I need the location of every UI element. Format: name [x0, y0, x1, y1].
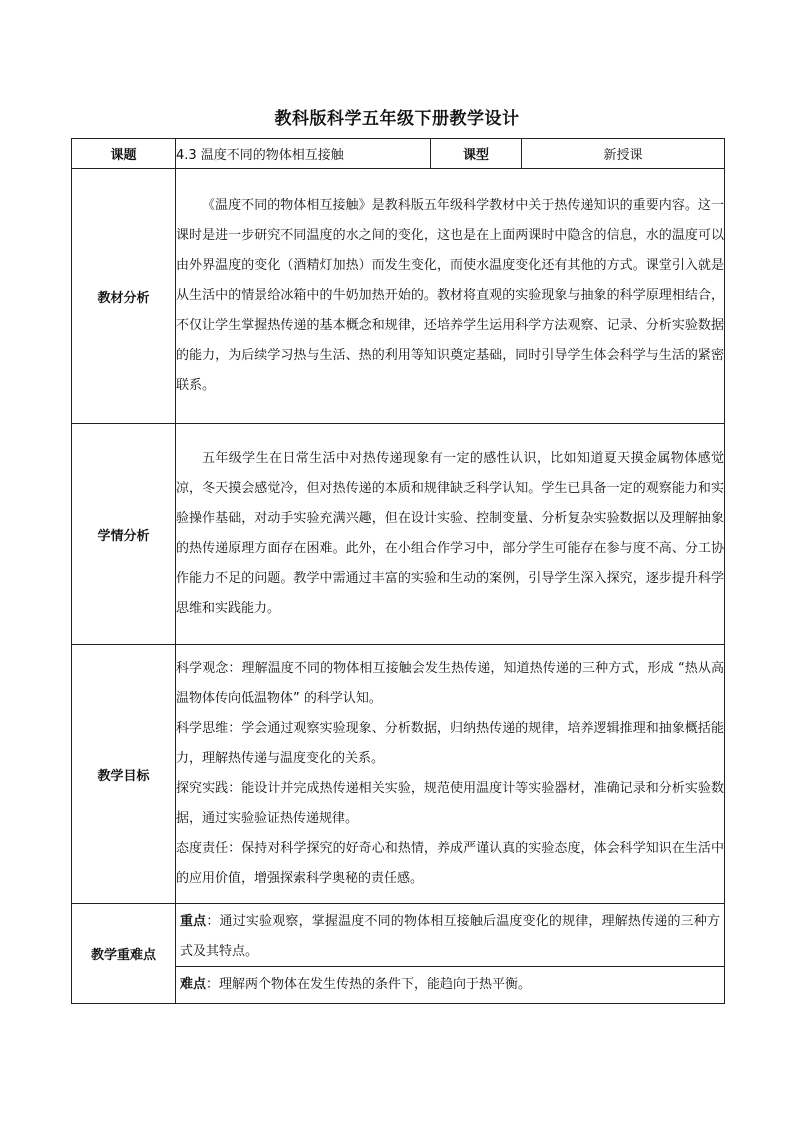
material-label: 教材分析 [72, 169, 176, 424]
students-text: 五年级学生在日常生活中对热传递现象有一定的感性认识，比如知道夏天摸金属物体感觉凉，冬天摸会感觉冷，但对热传递的本质和规律缺乏科学认知。学生已具备一定的观察能力和实验操作基础，对动手实验充满兴趣，但在设计实验、控制变量、分析复杂实验数据以及理解抽象的热传递原理方面存在困难。此外，在小组合作学习中，部分学生可能存在参与度不高、分工协作能力不足的问题。教学中需通过丰富的实验和生动的案例，引导学生深入探究，逐步提升科学思维和实践能力。 [176, 424, 725, 645]
topic-value: 4.3 温度不同的物体相互接触 [176, 139, 431, 169]
key-label: 重点 [180, 914, 207, 929]
difficulty-point [176, 967, 724, 1003]
goals-row [72, 645, 725, 904]
type-label: 课型 [431, 139, 522, 169]
difficulty-text: ：理解两个物体在发生传热的条件下，能趋向于热平衡。 [206, 977, 532, 992]
goal-item: 科学观念：理解温度不同的物体相互接触会发生热传递，知道热传递的三种方式，形成 “热从高温物体传向低温物体” 的科学认知。 [176, 661, 724, 706]
material-row [72, 169, 725, 424]
material-text: 《温度不同的物体相互接触》是教科版五年级科学教材中关于热传递知识的重要内容。这一课时是进一步研究不同温度的水之间的变化，这也是在上面两课时中隐含的信息，水的温度可以由外界温度的变化（酒精灯加热）而发生变化，而使水温度变化还有其他的方式。课堂引入就是从生活中的情景给冰箱中的牛奶加热开始的。教材将直观的实验现象与抽象的科学原理相结合，不仅让学生掌握热传递的基本概念和规律，还培养学生运用科学方法观察、记录、分析实验数据的能力，为后续学习热与生活、热的利用等知识奠定基础，同时引导学生体会科学与生活的紧密联系。 [176, 169, 725, 424]
goals-content [176, 645, 725, 904]
keypoints-label: 教学重难点 [72, 904, 176, 1004]
difficulty-label: 难点 [180, 977, 207, 992]
header-row [72, 139, 725, 169]
lesson-plan-table [71, 138, 725, 1004]
goal-item: 科学思维：学会通过观察实验现象、分析数据，归纳热传递的规律，培养逻辑推理和抽象概括能力，理解热传递与温度变化的关系。 [176, 721, 724, 766]
goals-label: 教学目标 [72, 645, 176, 904]
goal-item: 探究实践：能设计并完成热传递相关实验，规范使用温度计等实验器材，准确记录和分析实验数据，通过实验验证热传递规律。 [176, 781, 724, 826]
topic-label: 课题 [72, 139, 176, 169]
goal-item: 态度责任：保持对科学探究的好奇心和热情，养成严谨认真的实验态度，体会科学知识在生活中的应用价值，增强探索科学奥秘的责任感。 [176, 841, 724, 886]
students-label: 学情分析 [72, 424, 176, 645]
document-title: 教科版科学五年级下册教学设计 [274, 109, 520, 129]
keypoints-row [72, 904, 725, 1004]
type-value: 新授课 [522, 139, 725, 169]
key-point [176, 904, 724, 967]
keypoints-content [176, 904, 725, 1004]
students-row [72, 424, 725, 645]
key-text: ：通过实验观察，掌握温度不同的物体相互接触后温度变化的规律，理解热传递的三种方式及其特点。 [180, 914, 720, 959]
